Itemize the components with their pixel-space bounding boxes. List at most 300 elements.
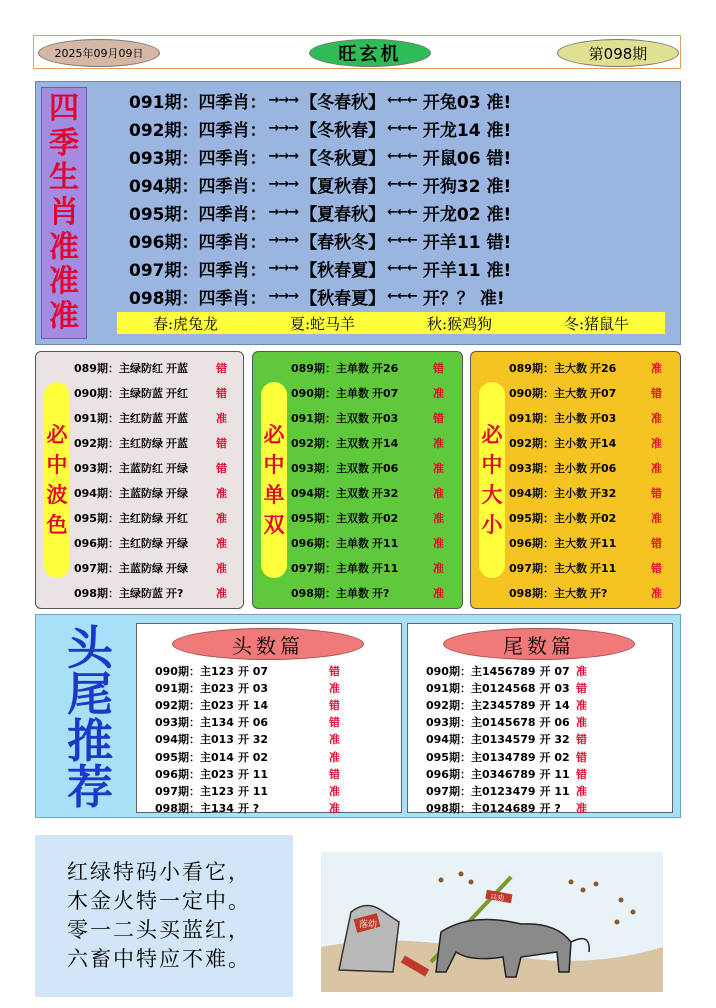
box-row: [291, 458, 444, 478]
box-row: [74, 583, 227, 603]
row-verdict: 错: [329, 664, 340, 678]
row-arrow-in: →→→: [268, 260, 299, 276]
label-char: 小: [481, 513, 503, 537]
box-row: [509, 458, 662, 478]
label-char: 准: [49, 264, 79, 300]
panel-row: [155, 679, 385, 696]
bull-illustration: [321, 852, 663, 992]
row-result: 开26: [589, 362, 617, 375]
label-char: 季: [49, 125, 79, 161]
row-result: 开 11: [237, 767, 269, 781]
row-label: 四季肖：: [198, 288, 267, 309]
row-period: 095期：: [129, 204, 199, 225]
panel-row: [426, 731, 656, 748]
season-legend: [117, 312, 665, 334]
row-pick: 主蓝防红: [118, 462, 163, 475]
row-verdict: 错: [651, 487, 662, 500]
row-verdict: 准: [329, 784, 340, 798]
row-period: 093期：: [155, 716, 200, 730]
row-result: 开 ?: [237, 802, 260, 816]
row-verdict: 准: [433, 562, 444, 575]
panel-row: [426, 800, 656, 817]
row-period: 095期：: [155, 750, 200, 764]
poem-line: 木金火特一定中。: [67, 889, 251, 913]
row-arrow-out: ←←←: [387, 204, 417, 220]
row-pick: 主大数: [553, 562, 587, 575]
row-period: 091期：: [509, 412, 554, 425]
row-pick: 主大数: [553, 362, 587, 375]
row-verdict: 错: [216, 437, 227, 450]
row-result: 开 02: [237, 750, 269, 764]
row-pick: 主0145678: [470, 716, 536, 730]
row-pick: 主红防绿: [118, 537, 163, 550]
box-row: [509, 558, 662, 578]
panel-row: [155, 765, 385, 782]
row-period: 094期：: [129, 176, 199, 197]
row-pick: 主红防绿: [118, 437, 163, 450]
row-arrow-in: →→→: [268, 92, 299, 108]
row-period: 093期：: [291, 462, 336, 475]
row-label: 四季肖：: [198, 260, 267, 281]
row-pick: 主0134789: [470, 750, 536, 764]
row-pick: 主双数: [335, 462, 369, 475]
row-result: 开 32: [539, 733, 570, 747]
row-result: 开绿: [165, 487, 188, 500]
row-verdict: 准: [651, 512, 662, 525]
row-pick: 主0124568: [470, 681, 536, 695]
box-row: [74, 408, 227, 428]
row-pick: 主2345789: [470, 698, 536, 712]
issue-badge: 第098期: [557, 39, 679, 67]
row-arrow-in: →→→: [268, 120, 299, 136]
label-char: 荐: [67, 759, 113, 814]
box-row: [509, 583, 662, 603]
label-char: 单: [263, 483, 285, 507]
row-pick: 【夏秋春】: [300, 176, 386, 197]
row-verdict: 准!: [486, 176, 512, 197]
row-pick: 主小数: [553, 412, 587, 425]
row-period: 096期：: [291, 537, 336, 550]
seasons-section: [35, 81, 681, 345]
row-verdict: 准: [433, 512, 444, 525]
row-period: 089期：: [74, 362, 119, 375]
row-verdict: 准!: [486, 120, 512, 141]
row-verdict: 错: [576, 681, 587, 695]
row-result: 开蓝: [165, 362, 188, 375]
row-pick: 主红防蓝: [118, 412, 163, 425]
row-period: 097期：: [426, 784, 471, 798]
row-result: 开26: [371, 362, 399, 375]
row-verdict: 错: [651, 562, 662, 575]
row-result: 开蓝: [165, 412, 188, 425]
sign-text: 马劝: [490, 894, 504, 902]
row-verdict: 准: [329, 802, 340, 816]
label-char: 准: [49, 229, 79, 265]
row-period: 096期：: [74, 537, 119, 550]
row-verdict: 错: [329, 698, 340, 712]
box-row: [291, 558, 444, 578]
box-row: [509, 358, 662, 378]
panel-row: [426, 765, 656, 782]
label-char: 头: [67, 621, 113, 676]
row-period: 096期：: [509, 537, 554, 550]
row-arrow-out: ←←←: [387, 92, 417, 108]
row-period: 094期：: [509, 487, 554, 500]
row-result: 开羊11: [422, 232, 481, 253]
row-verdict: 准: [329, 750, 340, 764]
row-pick: 主蓝防绿: [118, 562, 163, 575]
row-result: 开03: [371, 412, 399, 425]
panel-row: [155, 748, 385, 765]
row-verdict: 准: [576, 716, 587, 730]
box-row: [291, 583, 444, 603]
row-result: 开02: [371, 512, 399, 525]
row-verdict: 准: [216, 412, 227, 425]
row-verdict: 准!: [486, 204, 512, 225]
row-period: 095期：: [291, 512, 336, 525]
row-result: 开07: [371, 387, 399, 400]
label-char: 双: [263, 513, 285, 537]
row-period: 090期：: [291, 387, 336, 400]
row-result: 开32: [371, 487, 399, 500]
row-verdict: 准: [651, 587, 662, 600]
row-result: 开 06: [539, 716, 570, 730]
row-pick: 主小数: [553, 512, 587, 525]
row-verdict: 错: [651, 387, 662, 400]
row-pick: 主单数: [335, 537, 369, 550]
row-result: 开?: [371, 587, 390, 600]
row-result: 开？？: [422, 288, 474, 309]
poem-line: 红绿特码小看它，: [67, 860, 251, 884]
row-pick: 【秋春夏】: [300, 260, 386, 281]
row-arrow-in: →→→: [268, 148, 299, 164]
tail-panel-title: 尾数篇: [443, 628, 635, 660]
row-pick: 主双数: [335, 512, 369, 525]
row-result: 开11: [589, 562, 617, 575]
row-period: 095期：: [426, 750, 471, 764]
big-small-box: [470, 351, 681, 609]
season-row: [129, 114, 511, 142]
row-period: 091期：: [129, 92, 199, 113]
row-period: 097期：: [74, 562, 119, 575]
panel-row: [155, 696, 385, 713]
header-bar: [33, 35, 681, 69]
poem-line: 零一二头买蓝红，: [67, 918, 251, 942]
tail-number-panel: [407, 623, 673, 816]
row-label: 四季肖：: [198, 148, 267, 169]
row-period: 096期：: [426, 767, 471, 781]
row-result: 开兔03: [422, 92, 481, 113]
row-period: 091期：: [74, 412, 119, 425]
row-period: 098期：: [155, 802, 200, 816]
row-period: 089期：: [509, 362, 554, 375]
row-pick: 主大数: [553, 387, 587, 400]
row-result: 开14: [589, 437, 617, 450]
row-result: 开红: [165, 512, 188, 525]
row-pick: 主134: [199, 802, 234, 816]
box-row: [74, 458, 227, 478]
row-pick: 主1456789: [470, 664, 536, 678]
row-period: 098期：: [74, 587, 119, 600]
row-arrow-out: ←←←: [387, 148, 417, 164]
row-result: 开蓝: [165, 437, 188, 450]
row-verdict: 错: [216, 362, 227, 375]
panel-row: [155, 782, 385, 799]
panel-row: [426, 696, 656, 713]
row-pick: 主123: [199, 784, 234, 798]
row-pick: 主134: [199, 716, 234, 730]
row-verdict: 错: [216, 462, 227, 475]
row-period: 097期：: [509, 562, 554, 575]
row-period: 094期：: [155, 733, 200, 747]
row-result: 开龙14: [422, 120, 481, 141]
row-period: 089期：: [291, 362, 336, 375]
legend-spring: 春:虎兔龙: [152, 314, 219, 333]
row-pick: 【秋春夏】: [300, 288, 386, 309]
row-pick: 主小数: [553, 437, 587, 450]
row-label: 四季肖：: [198, 92, 267, 113]
label-char: 四: [49, 91, 79, 127]
row-result: 开绿: [165, 562, 188, 575]
head-tail-vertical-label: [44, 621, 136, 814]
row-verdict: 准: [651, 412, 662, 425]
panel-row: [426, 679, 656, 696]
row-verdict: 准: [576, 784, 587, 798]
row-pick: 【春秋冬】: [300, 232, 386, 253]
row-verdict: 错: [433, 412, 444, 425]
row-arrow-in: →→→: [268, 204, 299, 220]
row-result: 开 11: [237, 784, 269, 798]
row-verdict: 准: [433, 587, 444, 600]
row-label: 四季肖：: [198, 204, 267, 225]
row-pick: 主双数: [335, 487, 369, 500]
row-verdict: 准!: [486, 92, 512, 113]
row-period: 098期：: [129, 288, 199, 309]
row-period: 095期：: [74, 512, 119, 525]
row-pick: 【夏春秋】: [300, 204, 386, 225]
row-result: 开07: [589, 387, 617, 400]
row-verdict: 准: [576, 802, 587, 816]
row-pick: 主023: [199, 767, 234, 781]
row-result: 开 06: [237, 716, 269, 730]
date-badge: 2025年09月09日: [38, 39, 160, 67]
row-result: 开11: [371, 537, 399, 550]
wave-color-box: [35, 351, 244, 609]
row-pick: 主0124689: [470, 802, 536, 816]
label-char: 色: [46, 513, 68, 537]
row-result: 开 03: [237, 681, 269, 695]
row-verdict: 准: [216, 537, 227, 550]
row-pick: 主013: [199, 733, 234, 747]
row-result: 开羊11: [422, 260, 481, 281]
row-pick: 【冬秋春】: [300, 120, 386, 141]
label-char: 准: [49, 298, 79, 334]
odd-even-vertical-label: [261, 382, 287, 578]
row-pick: 主小数: [553, 462, 587, 475]
row-result: 开 ?: [539, 802, 561, 816]
row-arrow-in: →→→: [268, 232, 299, 248]
panel-row: [155, 662, 385, 679]
row-period: 094期：: [74, 487, 119, 500]
site-title: 旺玄机: [309, 39, 431, 67]
row-result: 开06: [371, 462, 399, 475]
seasons-vertical-label: [41, 87, 87, 339]
row-verdict: 准: [433, 387, 444, 400]
row-result: 开绿: [165, 462, 188, 475]
panel-row: [155, 731, 385, 748]
box-row: [74, 558, 227, 578]
box-row: [291, 358, 444, 378]
season-row: [129, 254, 511, 282]
row-verdict: 准: [329, 681, 340, 695]
row-pick: 主0134579: [470, 733, 536, 747]
row-verdict: 错!: [486, 232, 512, 253]
row-period: 097期：: [291, 562, 336, 575]
row-arrow-out: ←←←: [387, 232, 417, 248]
row-label: 四季肖：: [198, 176, 267, 197]
label-char: 必: [481, 423, 503, 447]
row-verdict: 准: [651, 437, 662, 450]
row-period: 094期：: [291, 487, 336, 500]
head-panel-title: 头数篇: [172, 628, 364, 660]
row-period: 093期：: [426, 716, 471, 730]
row-result: 开红: [165, 387, 188, 400]
row-period: 098期：: [291, 587, 336, 600]
poem-line: 六畜中特应不难。: [67, 947, 251, 971]
row-verdict: 准: [433, 437, 444, 450]
box-row: [291, 408, 444, 428]
row-arrow-in: →→→: [268, 176, 299, 192]
row-pick: 主大数: [553, 537, 587, 550]
row-pick: 主大数: [553, 587, 587, 600]
label-char: 波: [46, 483, 68, 507]
label-char: 尾: [67, 667, 113, 722]
row-verdict: 错: [216, 387, 227, 400]
box-row: [74, 383, 227, 403]
head-tail-section: [35, 614, 681, 818]
row-period: 091期：: [291, 412, 336, 425]
row-pick: 主单数: [335, 387, 369, 400]
row-period: 096期：: [155, 767, 200, 781]
row-period: 090期：: [74, 387, 119, 400]
big-small-vertical-label: [479, 382, 505, 578]
wave-vertical-label: [44, 382, 70, 578]
row-verdict: 准: [576, 664, 587, 678]
row-verdict: 准: [216, 487, 227, 500]
row-period: 096期：: [129, 232, 199, 253]
row-arrow-out: ←←←: [387, 260, 417, 276]
row-verdict: 错: [433, 362, 444, 375]
box-row: [74, 433, 227, 453]
row-result: 开06: [589, 462, 617, 475]
box-row: [509, 383, 662, 403]
season-row: [129, 226, 511, 254]
row-period: 093期：: [129, 148, 199, 169]
row-verdict: 错: [329, 767, 340, 781]
label-char: 必: [263, 423, 285, 447]
row-verdict: 准!: [479, 288, 505, 309]
row-pick: 主绿防蓝: [118, 387, 163, 400]
row-verdict: 错: [651, 537, 662, 550]
row-arrow-out: ←←←: [387, 120, 417, 136]
row-period: 090期：: [509, 387, 554, 400]
row-pick: 主红防绿: [118, 512, 163, 525]
row-verdict: 错: [576, 767, 587, 781]
row-result: 开 11: [539, 784, 570, 798]
row-result: 开 14: [539, 698, 570, 712]
row-verdict: 准: [576, 698, 587, 712]
label-char: 中: [46, 453, 68, 477]
row-period: 093期：: [74, 462, 119, 475]
panel-row: [426, 714, 656, 731]
row-period: 093期：: [509, 462, 554, 475]
row-result: 开 32: [237, 733, 269, 747]
row-result: 开32: [589, 487, 617, 500]
panel-row: [426, 748, 656, 765]
box-row: [74, 533, 227, 553]
row-verdict: 准: [216, 587, 227, 600]
season-row: [129, 86, 511, 114]
row-period: 092期：: [74, 437, 119, 450]
row-result: 开14: [371, 437, 399, 450]
row-verdict: 准: [651, 462, 662, 475]
box-row: [509, 408, 662, 428]
row-result: 开02: [589, 512, 617, 525]
row-period: 098期：: [426, 802, 471, 816]
box-row: [509, 533, 662, 553]
row-period: 091期：: [155, 681, 200, 695]
row-period: 090期：: [155, 664, 200, 678]
label-char: 推: [67, 713, 113, 768]
row-arrow-out: ←←←: [387, 176, 417, 192]
row-period: 092期：: [509, 437, 554, 450]
season-row: [129, 142, 511, 170]
row-pick: 主蓝防绿: [118, 487, 163, 500]
box-row: [509, 483, 662, 503]
head-number-panel: [136, 623, 402, 816]
row-pick: 【冬春秋】: [300, 92, 386, 113]
row-period: 098期：: [509, 587, 554, 600]
row-verdict: 准: [433, 537, 444, 550]
row-result: 开 14: [237, 698, 269, 712]
row-period: 094期：: [426, 733, 471, 747]
legend-winter: 冬:猪鼠牛: [563, 314, 630, 333]
box-row: [74, 483, 227, 503]
poem-box: [35, 835, 293, 997]
box-row: [509, 433, 662, 453]
legend-autumn: 秋:猴鸡狗: [426, 314, 493, 333]
odd-even-box: [252, 351, 463, 609]
label-char: 生: [49, 160, 79, 196]
box-row: [291, 533, 444, 553]
row-pick: 主023: [199, 681, 234, 695]
row-result: 开11: [371, 562, 399, 575]
row-pick: 主单数: [335, 362, 369, 375]
row-period: 095期：: [509, 512, 554, 525]
row-pick: 主小数: [553, 487, 587, 500]
row-verdict: 准: [651, 362, 662, 375]
panel-row: [426, 782, 656, 799]
box-row: [74, 358, 227, 378]
row-verdict: 错: [329, 716, 340, 730]
row-result: 开 07: [237, 664, 269, 678]
row-label: 四季肖：: [198, 232, 267, 253]
row-period: 097期：: [155, 784, 200, 798]
panel-row: [426, 662, 656, 679]
box-row: [291, 433, 444, 453]
season-row: [129, 198, 511, 226]
row-pick: 主0123479: [470, 784, 536, 798]
